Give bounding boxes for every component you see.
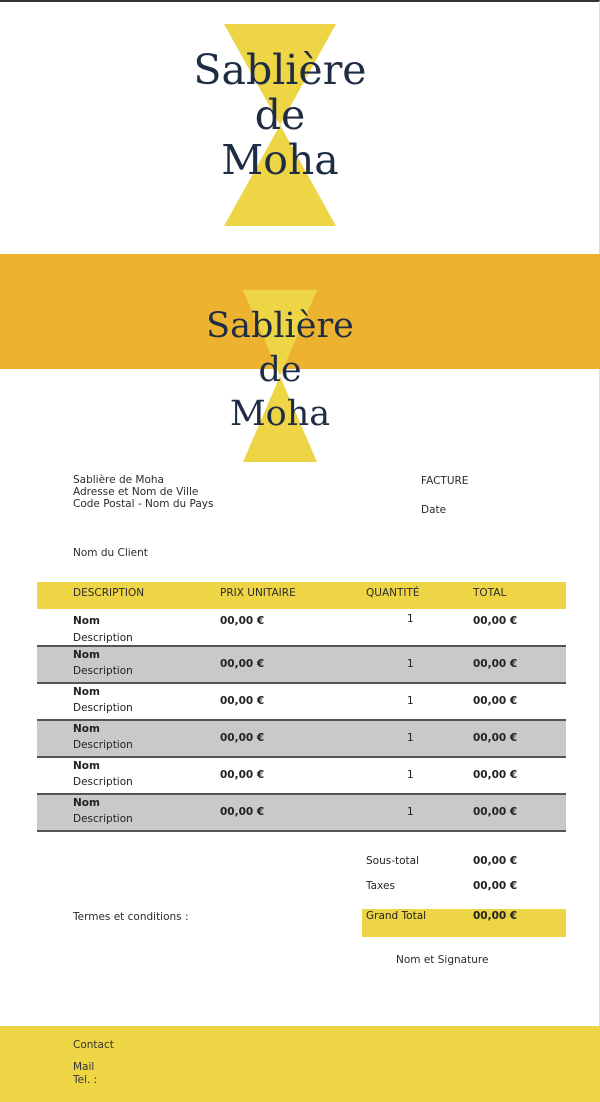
item-name: Nom <box>73 760 100 772</box>
logo-wordmark <box>195 304 365 436</box>
logo-wordmark <box>180 48 380 183</box>
item-total: 00,00 € <box>473 806 518 818</box>
item-description: Description <box>73 776 133 788</box>
item-name: Nom <box>73 797 100 809</box>
item-price: 00,00 € <box>220 658 265 670</box>
item-description: Description <box>73 665 133 677</box>
table-row <box>37 721 566 758</box>
subtotal-value: 00,00 € <box>473 855 518 867</box>
item-quantity: 1 <box>407 732 414 744</box>
table-row <box>37 684 566 721</box>
terms-label: Termes et conditions : <box>73 911 189 923</box>
table-row <box>37 610 566 647</box>
signature-label: Nom et Signature <box>396 954 489 966</box>
brand-logo <box>180 24 380 226</box>
taxes-label: Taxes <box>366 880 395 892</box>
contact-label: Contact <box>73 1039 114 1051</box>
item-price: 00,00 € <box>220 615 265 627</box>
company-info <box>73 473 213 511</box>
company-address: Adresse et Nom de Ville <box>73 486 199 498</box>
header-total: TOTAL <box>473 587 507 599</box>
taxes-value: 00,00 € <box>473 880 518 892</box>
item-description: Description <box>73 739 133 751</box>
item-quantity: 1 <box>407 806 414 818</box>
logo-line-3: Moha <box>221 136 339 184</box>
item-name: Nom <box>73 649 100 661</box>
header-description: DESCRIPTION <box>73 587 145 599</box>
item-price: 00,00 € <box>220 732 265 744</box>
company-name: Sablière de Moha <box>73 474 164 486</box>
item-quantity: 1 <box>407 658 414 670</box>
item-price: 00,00 € <box>220 769 265 781</box>
logo-line-2: de <box>254 91 306 139</box>
subtotal-label: Sous-total <box>366 855 420 867</box>
item-description: Description <box>73 632 133 644</box>
item-quantity: 1 <box>407 769 414 781</box>
logo-line-1: Sablière <box>193 46 367 94</box>
item-quantity: 1 <box>407 613 414 625</box>
item-description: Description <box>73 702 133 714</box>
grand-total-label: Grand Total <box>366 910 427 922</box>
item-price: 00,00 € <box>220 806 265 818</box>
header-quantity: QUANTITÉ <box>366 587 420 599</box>
logo-line-1: Sablière <box>206 306 354 346</box>
item-description: Description <box>73 813 133 825</box>
grand-total-value: 00,00 € <box>473 910 518 922</box>
table-header <box>37 582 566 609</box>
item-name: Nom <box>73 723 100 735</box>
item-name: Nom <box>73 686 100 698</box>
tel-label: Tel. : <box>73 1074 98 1086</box>
item-total: 00,00 € <box>473 615 518 627</box>
logo-line-3: Moha <box>229 394 331 434</box>
invoice-date-label: Date <box>421 504 447 516</box>
item-price: 00,00 € <box>220 695 265 707</box>
item-quantity: 1 <box>407 695 414 707</box>
table-row <box>37 647 566 684</box>
logo-line-2: de <box>258 350 302 390</box>
item-total: 00,00 € <box>473 732 518 744</box>
header-unit-price: PRIX UNITAIRE <box>220 587 296 599</box>
company-postal: Code Postal - Nom du Pays <box>73 498 214 510</box>
brand-logo-secondary <box>195 290 365 462</box>
mail-label: Mail <box>73 1061 95 1073</box>
footer-band <box>0 1026 600 1102</box>
item-total: 00,00 € <box>473 695 518 707</box>
invoice-table-body <box>37 610 566 832</box>
invoice-title: FACTURE <box>421 475 469 487</box>
item-total: 00,00 € <box>473 658 518 670</box>
table-row <box>37 758 566 795</box>
client-name-label: Nom du Client <box>73 547 148 559</box>
item-name: Nom <box>73 615 100 627</box>
table-row <box>37 795 566 832</box>
item-total: 00,00 € <box>473 769 518 781</box>
